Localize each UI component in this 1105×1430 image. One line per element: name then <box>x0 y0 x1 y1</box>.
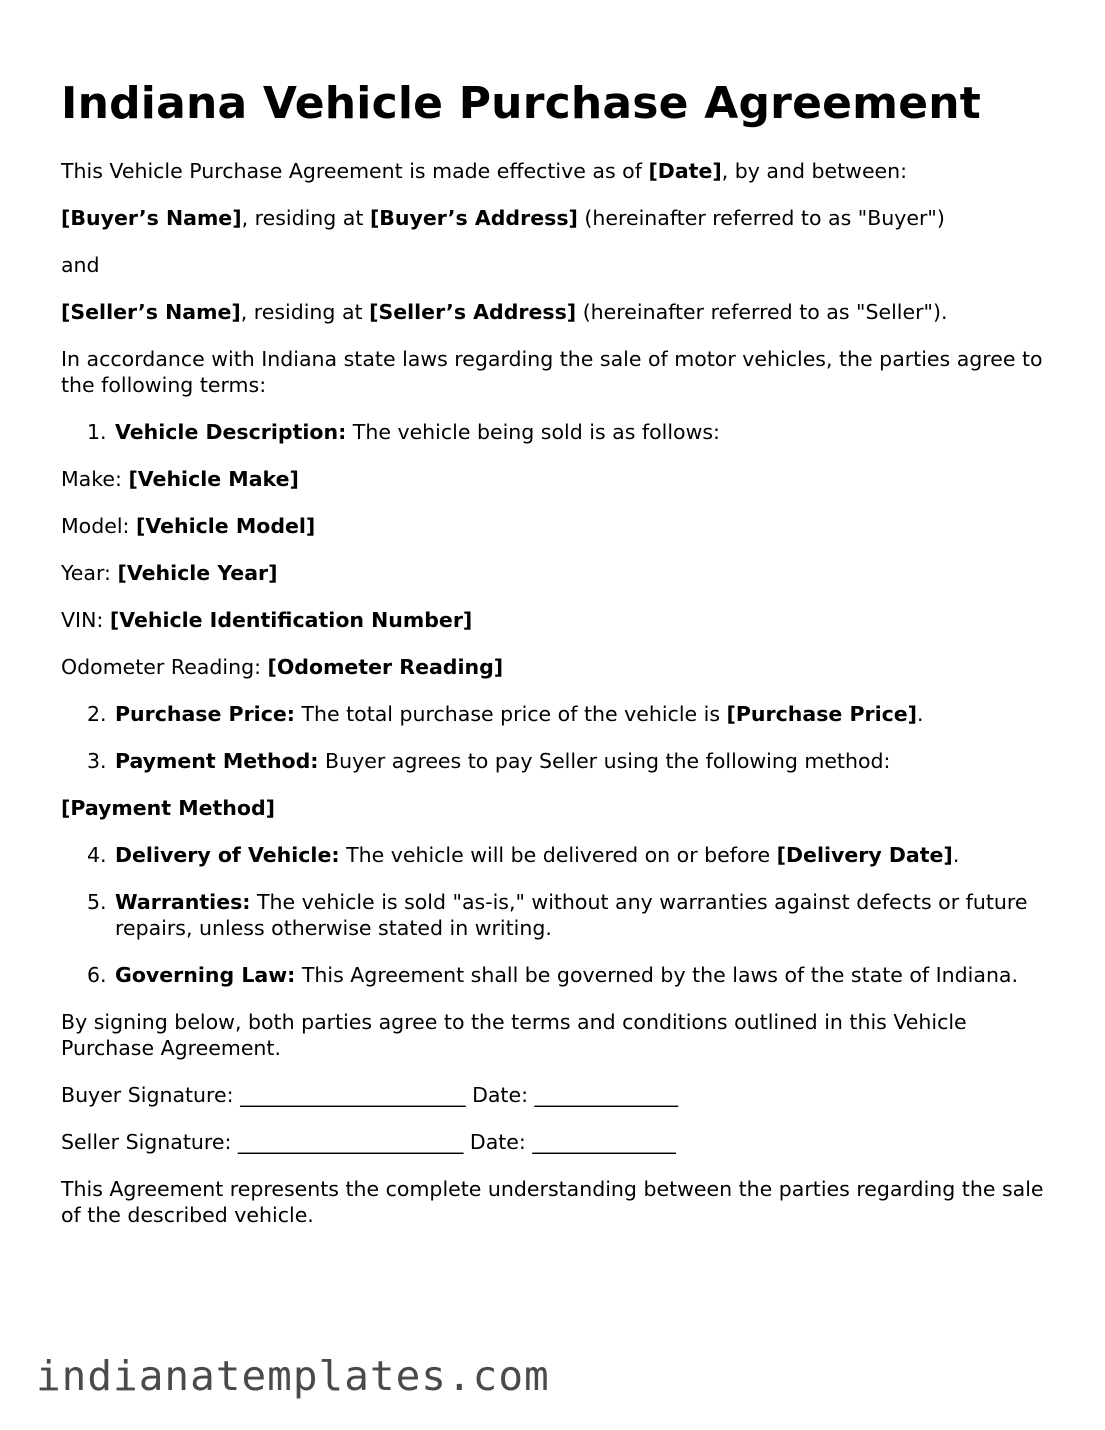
delivery-date-placeholder: [Delivery Date] <box>776 843 953 867</box>
model-placeholder: [Vehicle Model] <box>135 514 316 538</box>
buyer-paragraph <box>61 205 1051 231</box>
term-number: 6. <box>87 963 107 987</box>
term-text: The total purchase price of the vehicle is <box>294 702 727 726</box>
date-placeholder: [Date] <box>648 159 722 183</box>
term-payment-method <box>61 748 1051 774</box>
site-watermark: indianatemplates.com <box>36 1352 550 1400</box>
intro-text-end: , by and between: <box>721 159 908 183</box>
term-text: This Agreement shall be governed by the laws of the state of Indiana. <box>295 963 1019 987</box>
seller-address-placeholder: [Seller’s Address] <box>369 300 577 324</box>
vin-label: VIN: <box>61 608 110 632</box>
term-governing-law <box>61 962 1051 988</box>
seller-signature-line: Seller Signature: ______________________ Date: ______________ <box>61 1130 676 1154</box>
term-text: The vehicle is sold "as-is," without any warranties against defects or future repairs, unless otherwise stated in writing. <box>115 890 1028 940</box>
seller-residing-text: , residing at <box>240 300 370 324</box>
seller-name-placeholder: [Seller’s Name] <box>61 300 241 324</box>
purchase-price-placeholder: [Purchase Price] <box>726 702 918 726</box>
term-heading: Delivery of Vehicle: <box>115 843 340 867</box>
seller-referred-text: (hereinafter referred to as "Seller"). <box>576 300 948 324</box>
term-heading: Governing Law: <box>115 963 296 987</box>
odometer-placeholder: [Odometer Reading] <box>267 655 504 679</box>
buyer-residing-text: , residing at <box>241 206 370 230</box>
term-heading: Purchase Price: <box>115 702 295 726</box>
odometer-label: Odometer Reading: <box>61 655 268 679</box>
term-text-end: . <box>952 843 960 867</box>
term-text-end: . <box>917 702 924 726</box>
signing-paragraph: By signing below, both parties agree to the terms and conditions outlined in this Vehicle Purchase Agreement. <box>61 1010 967 1060</box>
term-purchase-price <box>61 701 1051 727</box>
year-label: Year: <box>61 561 118 585</box>
term-number: 3. <box>87 749 107 773</box>
vehicle-vin-line <box>61 607 1051 633</box>
term-heading: Vehicle Description: <box>115 420 347 444</box>
term-number: 5. <box>87 890 107 914</box>
intro-paragraph <box>61 158 1051 184</box>
intro-text: This Vehicle Purchase Agreement is made effective as of <box>61 159 649 183</box>
term-number: 2. <box>87 702 107 726</box>
term-vehicle-description <box>61 419 1051 445</box>
document-body <box>61 78 1051 1249</box>
and-paragraph: and <box>61 253 100 277</box>
year-placeholder: [Vehicle Year] <box>117 561 278 585</box>
vehicle-model-line <box>61 513 1051 539</box>
term-warranties <box>61 889 1051 941</box>
term-heading: Warranties: <box>115 890 251 914</box>
term-number: 1. <box>87 420 107 444</box>
closing-paragraph: This Agreement represents the complete understanding between the parties regarding the sale of the described vehicle. <box>61 1177 1044 1227</box>
vin-placeholder: [Vehicle Identification Number] <box>109 608 473 632</box>
make-label: Make: <box>61 467 129 491</box>
vehicle-odometer-line <box>61 654 1051 680</box>
accordance-paragraph: In accordance with Indiana state laws regarding the sale of motor vehicles, the parties agree to the following terms: <box>61 347 1043 397</box>
vehicle-year-line <box>61 560 1051 586</box>
term-delivery <box>61 842 1051 868</box>
term-text: The vehicle being sold is as follows: <box>346 420 720 444</box>
page-title: Indiana Vehicle Purchase Agreement <box>61 78 982 129</box>
payment-method-line <box>61 795 1051 821</box>
buyer-address-placeholder: [Buyer’s Address] <box>369 206 578 230</box>
term-text: Buyer agrees to pay Seller using the following method: <box>318 749 891 773</box>
payment-method-placeholder: [Payment Method] <box>61 796 276 820</box>
term-number: 4. <box>87 843 107 867</box>
buyer-name-placeholder: [Buyer’s Name] <box>61 206 242 230</box>
buyer-referred-text: (hereinafter referred to as "Buyer") <box>577 206 945 230</box>
seller-paragraph <box>61 299 1051 325</box>
term-heading: Payment Method: <box>115 749 319 773</box>
vehicle-make-line <box>61 466 1051 492</box>
buyer-signature-line: Buyer Signature: ______________________ Date: ______________ <box>61 1083 679 1107</box>
make-placeholder: [Vehicle Make] <box>128 467 299 491</box>
term-text: The vehicle will be delivered on or before <box>339 843 777 867</box>
model-label: Model: <box>61 514 136 538</box>
